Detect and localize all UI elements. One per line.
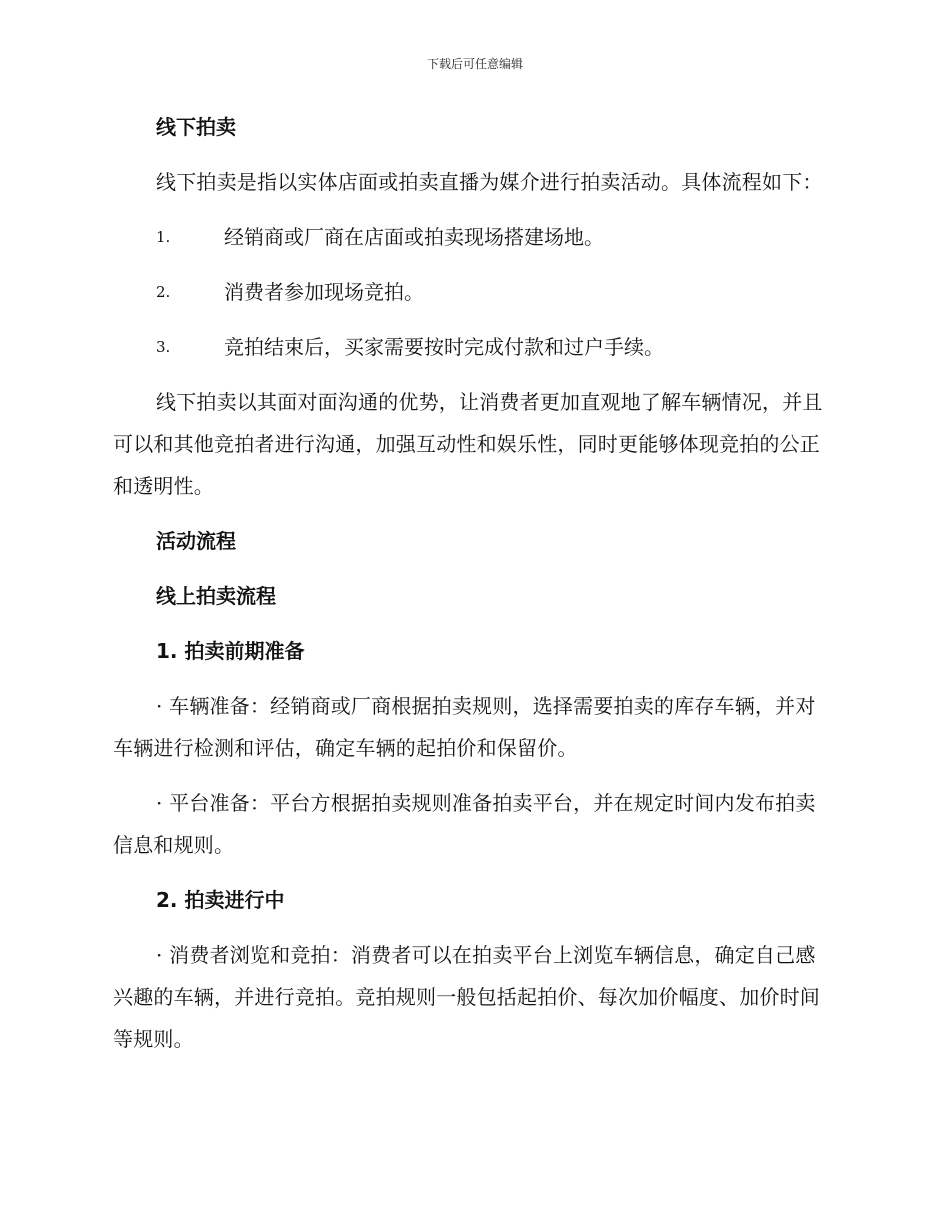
list-text: 经销商或厂商在店面或拍卖现场搭建场地。 [224, 225, 604, 249]
list-number: 1. [156, 228, 171, 246]
offline-auction-intro: 线下拍卖是指以实体店面或拍卖直播为媒介进行拍卖活动。具体流程如下： [156, 170, 823, 194]
pre-auction-prep-heading: 1. 拍卖前期准备 [156, 639, 305, 663]
offline-auction-summary: 线下拍卖以其面对面沟通的优势，让消费者更加直观地了解车辆情况，并且可以和其他竞拍者进行沟通，加强互动性和娱乐性，同时更能够体现竞拍的公正和透明性。 [113, 390, 823, 498]
consumer-browse-bid-paragraph: · 消费者浏览和竞拍：消费者可以在拍卖平台上浏览车辆信息，确定自己感兴趣的车辆，并进行竞拍。竞拍规则一般包括起拍价、每次加价幅度、加价时间等规则。 [113, 943, 820, 1051]
platform-prep-paragraph: · 平台准备：平台方根据拍卖规则准备拍卖平台，并在规定时间内发布拍卖信息和规则。 [113, 791, 816, 857]
online-auction-process-heading: 线上拍卖流程 [156, 584, 276, 608]
vehicle-prep-paragraph: · 车辆准备：经销商或厂商根据拍卖规则，选择需要拍卖的库存车辆，并对车辆进行检测和评估，确定车辆的起拍价和保留价。 [113, 694, 816, 760]
document-body [113, 106, 831, 1073]
page-header: 下载后可任意编辑 [426, 57, 523, 71]
list-item [113, 271, 831, 313]
list-number: 2. [156, 283, 171, 301]
list-item [113, 326, 831, 368]
offline-auction-heading: 线下拍卖 [156, 115, 236, 139]
auction-in-progress-heading: 2. 拍卖进行中 [156, 888, 285, 912]
activity-process-heading: 活动流程 [156, 529, 236, 553]
list-text: 竞拍结束后，买家需要按时完成付款和过户手续。 [224, 335, 664, 359]
list-text: 消费者参加现场竞拍。 [224, 280, 424, 304]
list-number: 3. [156, 338, 171, 356]
list-item [113, 216, 831, 258]
